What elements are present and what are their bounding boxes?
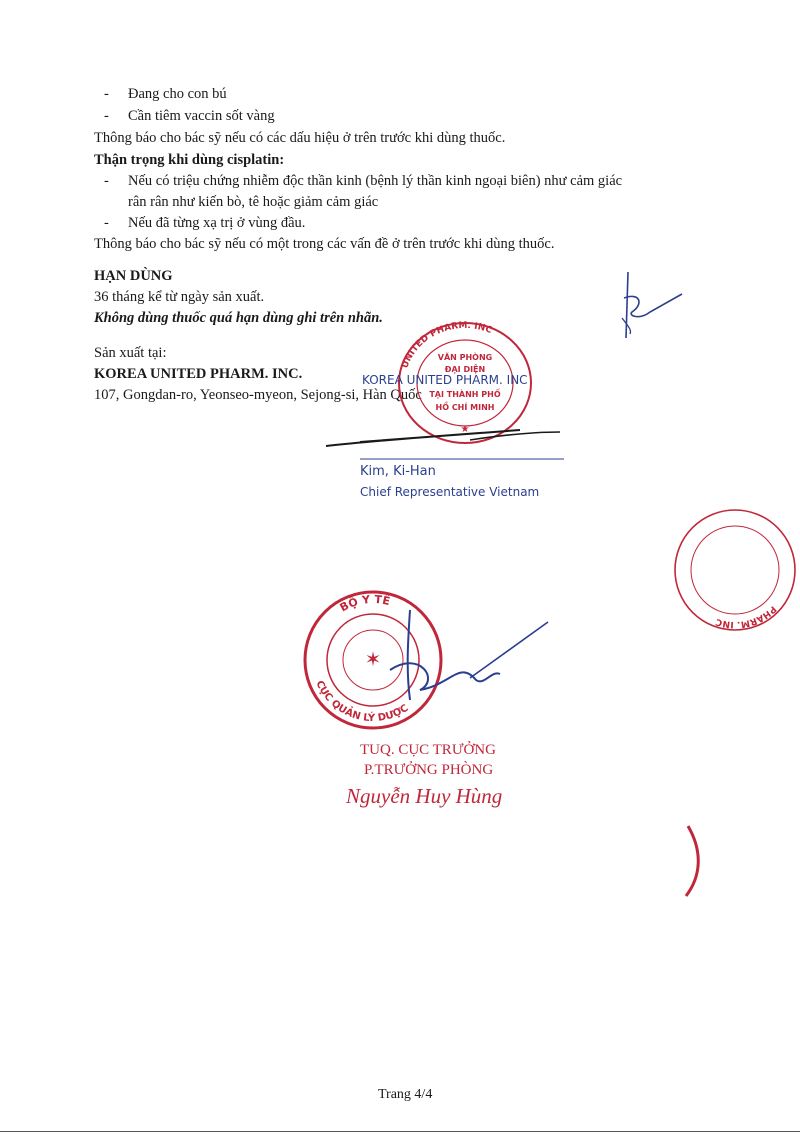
stamp-fragment-icon [680,820,710,900]
page-number: Trang 4/4 [378,1087,433,1102]
approval-line: TUQ. CỤC TRƯỞNG [360,742,496,758]
bullet: - [104,173,109,189]
approver-name: Nguyễn Huy Hùng [346,784,503,808]
representative-title: Chief Representative Vietnam [360,485,540,499]
list-item: Nếu đã từng xạ trị ở vùng đầu. [128,215,306,231]
partial-stamp-ring: PHARM. INC [714,603,778,630]
shelf-life-warning: Không dùng thuốc quá hạn dùng ghi trên nhãn. [94,310,383,326]
bottom-border [0,1131,800,1132]
list-item-continuation: rân rân như kiến bò, tê hoặc giảm cảm giác [128,194,379,210]
partial-stamp [670,505,800,635]
notice-text: Thông báo cho bác sỹ nếu có các dấu hiệu ở trên trước khi dùng thuốc. [94,130,506,146]
caution-heading: Thận trọng khi dùng cisplatin: [94,152,285,168]
ministry-stamp-bottom: CỤC QUẢN LÝ DƯỢC [313,679,411,725]
ministry-stamp-top: BỘ Y TẾ [337,592,392,615]
representative-signature-icon [320,420,580,470]
list-item: Đang cho con bú [128,86,227,102]
office-stamp-overlay-text: KOREA UNITED PHARM. INC [362,373,528,387]
initial-signature-icon [610,268,690,348]
notice-text: Thông báo cho bác sỹ nếu có một trong các vấn đề ở trên trước khi dùng thuốc. [94,236,555,252]
list-item: Cần tiêm vaccin sốt vàng [128,108,275,124]
manufacturer-address: 107, Gongdan-ro, Yeonseo-myeon, Sejong-si, Hàn Quốc [94,387,422,403]
approval-line: P.TRƯỞNG PHÒNG [364,762,494,778]
office-stamp-line: TẠI THÀNH PHỐ [429,390,501,399]
approver-signature-icon [380,600,560,710]
stamp-star-icon: ★ [460,424,470,435]
shelf-life-text: 36 tháng kể từ ngày sản xuất. [94,289,265,305]
office-stamp-line: VĂN PHÒNG [437,353,493,362]
office-stamp-ring: UNITED PHARM. INC [400,320,494,370]
list-item: Nếu có triệu chứng nhiễm độc thần kinh (bệnh lý thần kinh ngoại biên) như cảm giác [128,173,623,189]
bullet: - [104,108,109,124]
manufacturer-name: KOREA UNITED PHARM. INC. [94,366,303,382]
shelf-life-heading: HẠN DÙNG [94,268,173,284]
office-stamp-line: ĐẠI DIỆN [444,365,486,374]
office-stamp-line: HỒ CHÍ MINH [435,403,495,412]
representative-name: Kim, Ki-Han [360,464,436,479]
national-emblem-icon: ✶ [364,649,382,671]
bullet: - [104,86,109,102]
bullet: - [104,215,109,231]
manufacturer-label: Sản xuất tại: [94,345,167,361]
